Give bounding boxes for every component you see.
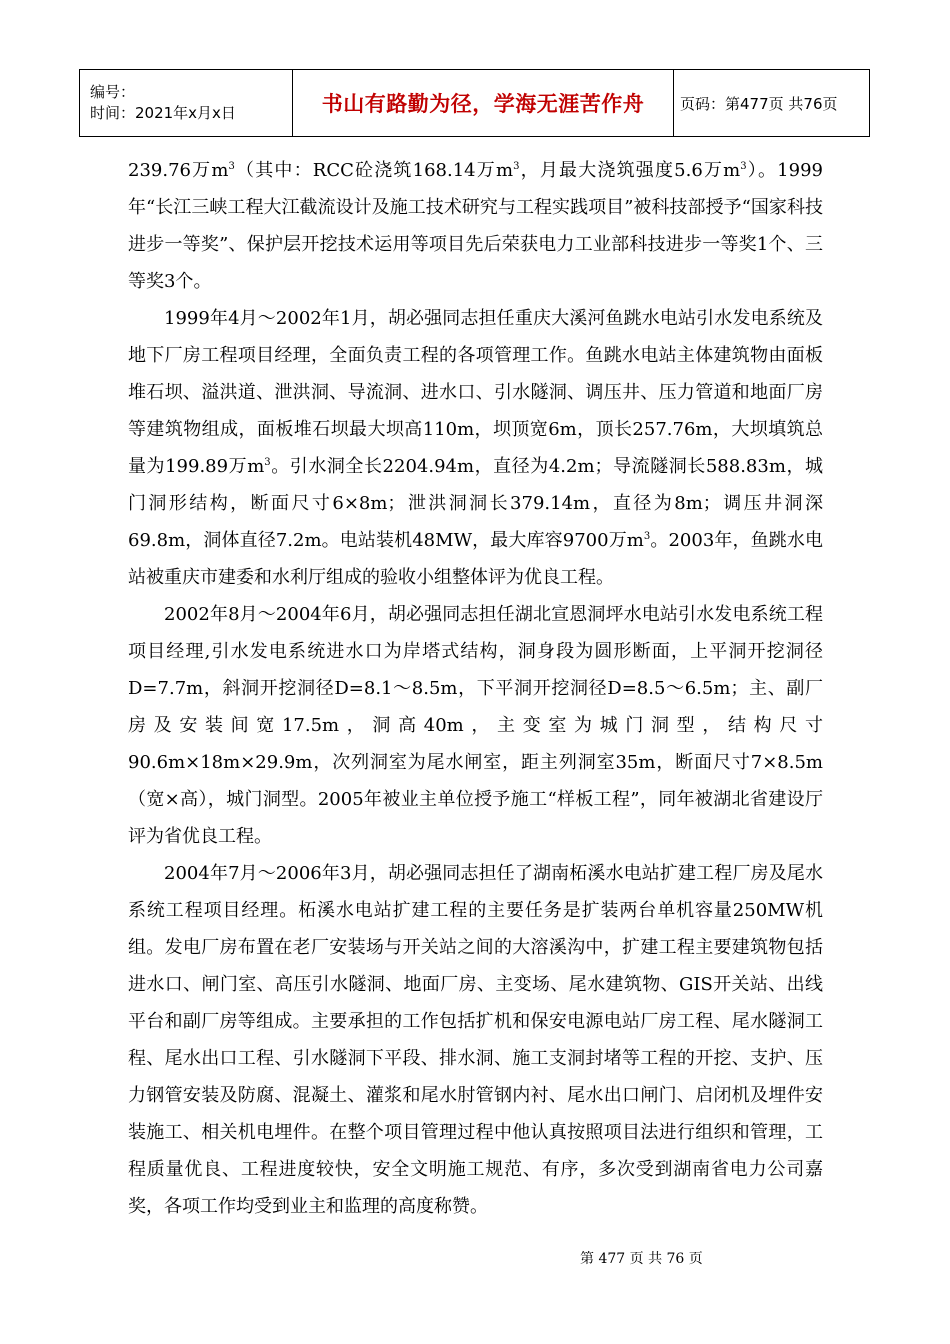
paragraph-1: 239.76万$m^3$（其中：RCC砼浇筑168.14万$m^3$，月最大浇筑强度5.6万$m^3$）。1999年“长江三峡工程大江截流设计及施工技术研究与工程实践项目”被科技部授予“国家科技进步一等奖”、保护层开挖技术运用等项目先后荣获电力工业部科技进步一等奖1个、三等奖3个。 — [128, 160, 823, 292]
header-motto-cell — [293, 70, 674, 137]
header-page-label: 页码：第477页 共76页 — [680, 94, 838, 113]
paragraph-2: 1999年4月～2002年1月，胡必强同志担任重庆大溪河鱼跳水电站引水发电系统及地下厂房工程项目经理，全面负责工程的各项管理工作。鱼跳水电站主体建筑物由面板堆石坝、溢洪道、泄洪洞、导流洞、进水口、引水隧洞、调压井、压力管道和地面厂房等建筑物组成，面板堆石坝最大坝高110m，坝顶宽6m，顶长257.76m，大坝填筑总量为199.89万$m^3$。引水洞全长2204.94m，直径为4.2m；导流隧洞长588.83m，城门洞形结构，断面尺寸6×8m；泄洪洞洞长379.14m，直径为8m；调压井洞深69.8m，洞体直径7.2m。电站装机48MW，最大库容9700万$m^3$。2003年，鱼跳水电站被重庆市建委和水利厅组成的验收小组整体评为优良工程。 — [128, 308, 823, 588]
document-number-label: 编号： — [90, 83, 136, 101]
paragraph-4: 2004年7月～2006年3月，胡必强同志担任了湖南柘溪水电站扩建工程厂房及尾水系统工程项目经理。柘溪水电站扩建工程的主要任务是扩装两台单机容量250MW机组。发电厂房布置在老厂安装场与开关站之间的大溶溪沟中，扩建工程主要建筑物包括进水口、闸门室、高压引水隧洞、地面厂房、主变场、尾水建筑物、GIS开关站、出线平台和副厂房等组成。主要承担的工作包括扩机和保安电源电站厂房工程、尾水隧洞工程、尾水出口工程、引水隧洞下平段、排水洞、施工支洞封堵等工程的开挖、支护、压力钢管安装及防腐、混凝土、灌浆和尾水肘管钢内衬、尾水出口闸门、启闭机及埋件安装施工、相关机电埋件。在整个项目管理过程中他认真按照项目法进行组织和管理，工程质量优良、工程进度较快，安全文明施工规范、有序，多次受到湖南省电力公司嘉奖，各项工作均受到业主和监理的高度称赞。 — [128, 863, 823, 1217]
paragraph-3: 2002年8月～2004年6月，胡必强同志担任湖北宣恩洞坪水电站引水发电系统工程项目经理,引水发电系统进水口为岸塔式结构，洞身段为圆形断面，上平洞开挖洞径D=7.7m，斜洞开挖洞径D=8.1～8.5m，下平洞开挖洞径D=8.5～6.5m；主、副厂房及安装间宽17.5m，洞高40m，主变室为城门洞型，结构尺寸90.6m×18m×29.9m，次列洞室为尾水闸室，距主列洞室35m，断面尺寸7×8.5m（宽×高），城门洞型。2005年被业主单位授予施工“样板工程”，同年被湖北省建设厅评为省优良工程。 — [128, 604, 823, 847]
header-motto: 书山有路勤为径，学海无涯苦作舟 — [321, 92, 645, 116]
page-footer: 第 477 页 共 76 页 — [580, 1251, 703, 1267]
header-page-cell — [674, 70, 870, 137]
document-body — [128, 152, 823, 1225]
header-meta-cell — [80, 70, 293, 137]
document-time-label: 时间：2021年x月x日 — [90, 104, 236, 122]
header-table — [79, 69, 870, 137]
